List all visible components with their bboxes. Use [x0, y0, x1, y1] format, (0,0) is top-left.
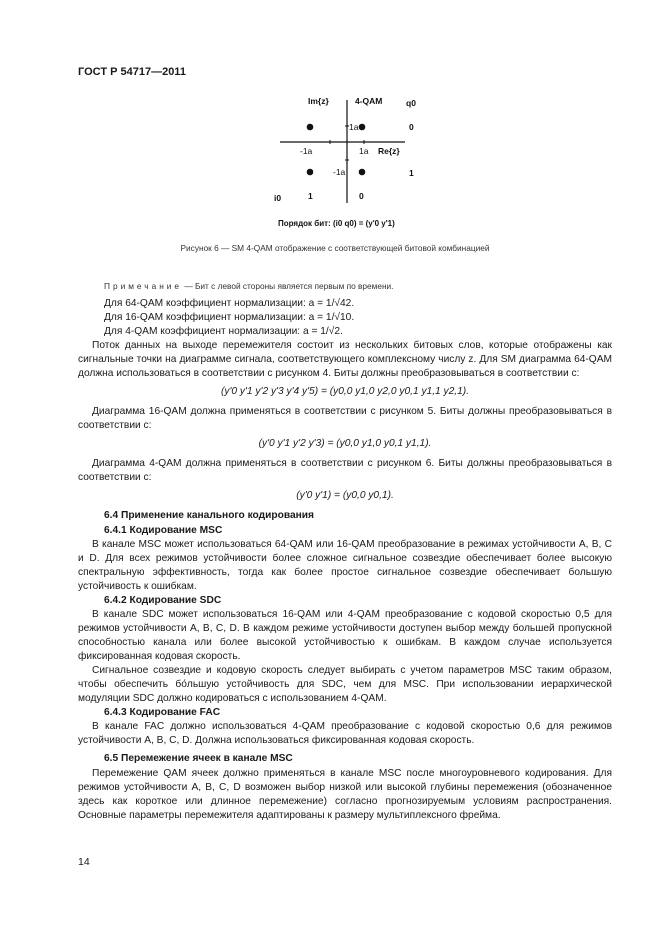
norm-16qam: Для 16-QAM коэффициент нормализации: a = 1/√10.	[104, 312, 355, 323]
note-text: — Бит с левой стороны является первым по времени.	[182, 281, 394, 291]
i-label: i0	[274, 193, 282, 203]
equation-64qam: (y'0 y'1 y'2 y'3 y'4 y'5) = (y0,0 y1,0 y2,0 y0,1 y1,1 y2,1).	[220, 386, 470, 397]
im-axis-label: Im{z}	[308, 96, 329, 106]
constellation-figure	[260, 88, 440, 238]
section-6-4-2: 6.4.2 Кодирование SDC	[104, 595, 222, 606]
section-6-5: 6.5 Перемежение ячеек в канале MSC	[104, 753, 293, 764]
note-prefix: Примечание	[104, 281, 183, 291]
page-number: 14	[78, 856, 90, 868]
q-val-top: 0	[409, 122, 414, 132]
para-6-4-2a: В канале SDC может использоваться 16-QAM или 4-QAM преобразование с кодовой скоростью 0,5 для режимов устойчивости A, B, C, D. В каждом режиме устойчивости доступен выбор между большей пропускной способностью канала или более высокой устойчивостью к ошибкам. В каждом случае используется фиксированная кодовая скорость.	[78, 609, 612, 662]
label-1a-neg-y: -1a	[333, 167, 346, 177]
figure-title: 4-QAM	[355, 96, 383, 106]
label-1a-neg-x: -1a	[300, 146, 313, 156]
norm-4qam: Для 4-QAM коэффициент нормализации: a = 1/√2.	[104, 326, 343, 337]
figure-caption: Рисунок 6 — SM 4-QAM отображение с соответствующей битовой комбинацией	[180, 243, 490, 253]
section-6-4-3: 6.4.3 Кодирование FAC	[104, 707, 221, 718]
constellation-diagram	[260, 88, 440, 238]
point-00	[359, 124, 366, 131]
equation-4qam: (y'0 y'1) = (y0,0 y0,1).	[296, 490, 394, 501]
label-1a-pos-x: 1a	[359, 146, 369, 156]
section-6-4-1: 6.4.1 Кодирование MSC	[104, 525, 223, 536]
section-6-4: 6.4 Применение канального кодирования	[104, 510, 314, 521]
norm-64qam: Для 64-QAM коэффициент нормализации: a = 1/√42.	[104, 298, 355, 309]
equation-16qam: (y'0 y'1 y'2 y'3) = (y0,0 y1,0 y0,1 y1,1).	[258, 438, 432, 449]
i-val-right: 0	[359, 191, 364, 201]
i-val-left: 1	[308, 191, 313, 201]
bit-order: Порядок бит: (i0 q0) = (y'0 y'1)	[278, 219, 395, 228]
point-11	[307, 169, 314, 176]
q-label: q0	[406, 98, 416, 108]
q-val-bottom: 1	[409, 168, 414, 178]
para-6-4-2b: Сигнальное созвездие и кодовую скорость следует выбирать с учетом параметров MSC таким образом, чтобы обеспечить бо́льшую устойчивость для SDC, чем для MSC. При использовании иерархической модуляции SDC должно кодироваться с использованием 4-QAM.	[78, 665, 612, 704]
note	[104, 281, 393, 291]
para-6-5: Перемежение QAM ячеек должно применяться в канале MSC после многоуровневого кодирования. Для режимов устойчивости A, B, C, D возможен выбор низкой или высокой глубины перемежения (обозначенное здесь как короткое или длинное перемежение) согласно прогнозируемым условиям распространения. Основные параметры перемежителя адаптированы к размеру мультиплексного фрейма.	[78, 768, 612, 821]
point-10	[307, 124, 314, 131]
label-1a-pos-y: 1a	[349, 122, 359, 132]
para-stream: Поток данных на выходе перемежителя состоит из нескольких битовых слов, которые отображены как сигнальные точки на диаграмме сигнала, соответствующего комплексному числу z. Для SM диаграмма 64-QAM должна использоваться в соответствии с рисунком 4. Биты должны преобразовываться в соответствии с:	[78, 340, 612, 379]
para-16qam: Диаграмма 16-QAM должна применяться в соответствии с рисунком 5. Биты должны преобразовываться в соответствии с:	[78, 406, 612, 431]
para-6-4-1: В канале MSC может использоваться 64-QAM или 16-QAM преобразование в режимах устойчивости A, B, C и D. Для всех режимов устойчивости более сложное сигнальное созвездие обеспечивает более высокую спектральную эффективность, тогда как более простое сигнальное созвездие обеспечивает большую устойчивость к ошибкам.	[78, 539, 612, 592]
document-header: ГОСТ Р 54717—2011	[78, 66, 186, 78]
para-4qam: Диаграмма 4-QAM должна применяться в соответствии с рисунком 6. Биты должны преобразовываться в соответствии с:	[78, 458, 612, 483]
re-axis-label: Re{z}	[378, 146, 400, 156]
point-01	[359, 169, 366, 176]
para-6-4-3: В канале FAC должно использоваться 4-QAM преобразование с кодовой скоростью 0,6 для режимов устойчивости A, B, C, D. Должна использоваться фиксированная кодовая скорость.	[78, 721, 612, 746]
body-text	[78, 297, 612, 823]
